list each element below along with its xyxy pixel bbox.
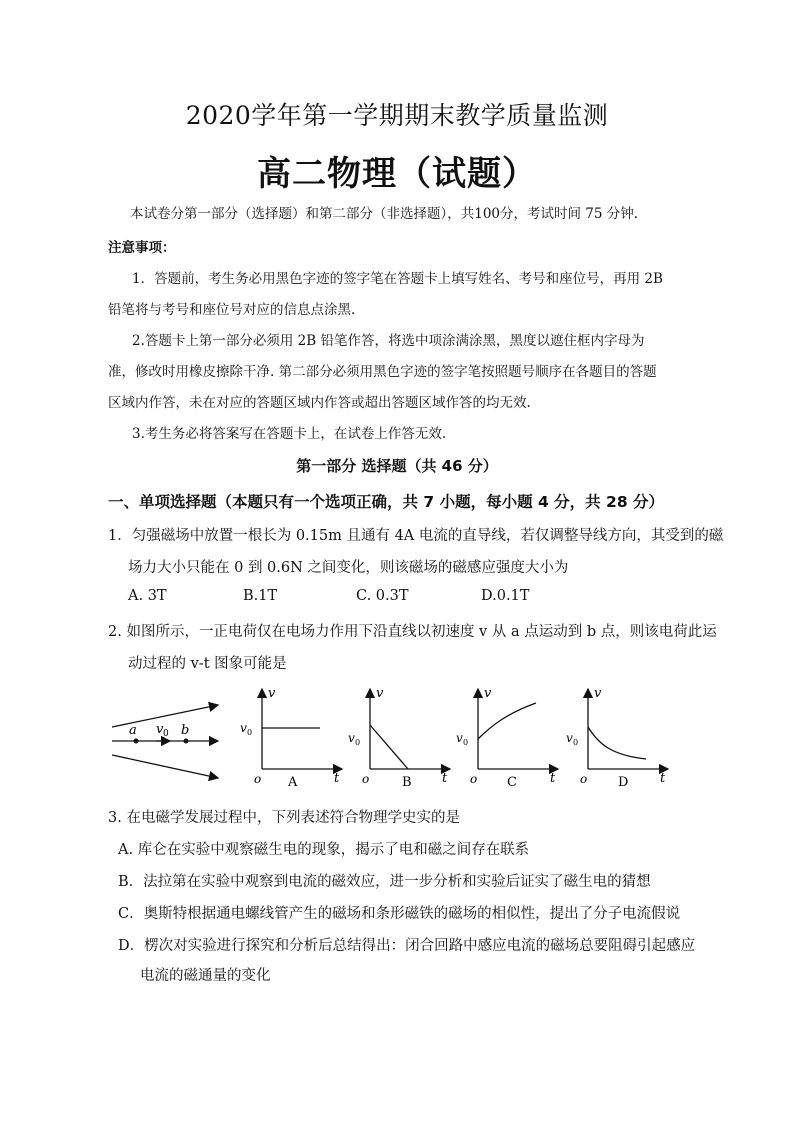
q1-option-c: C. 0.3T [356,588,409,604]
section1-heading: 一、单项选择题（本题只有一个选项正确，共 7 小题，每小题 4 分，共 28 分） [108,493,665,511]
q3-option-d: D．楞次对实验进行探究和分析后总结得出：闭合回路中感应电流的磁场总要阻碍引起感应 [118,938,696,954]
q2-line-1: 2. 如图所示，一正电荷仅在电场力作用下沿直线以初速度 v 从 a 点运动到 b 点，则该电荷此运 [108,624,717,640]
graph-c-v0-label: v [456,731,463,745]
q1-line-2: 场力大小只能在 0 到 0.6N 之间变化，则该磁场的磁感应强度大小为 [128,560,569,576]
graph-b-t-label: t [442,771,448,786]
field-line-bottom [112,755,218,778]
q2-figure [100,685,680,795]
field-lines-diagram [112,705,218,778]
point-a-dot [134,739,139,744]
exam-title: 2020学年第一学期期末教学质量监测 [185,101,609,130]
note-3-line-1: 3.考生务必将答案写在答题卡上，在试卷上作答无效. [132,426,447,442]
graph-c-v0-sub: 0 [463,738,469,747]
graph-d-curve [588,727,646,759]
note-1-line-2: 铅笔将与考号和座位号对应的信息点涂黑. [108,302,356,318]
intro-text: 本试卷分第一部分（选择题）和第二部分（非选择题），共100分，考试时间 75 分钟. [130,206,639,222]
graph-d-caption: D [618,775,629,790]
q1-option-d: D.0.1T [481,588,530,604]
graph-c-v-label: v [484,686,492,701]
graph-d-v0-sub: 0 [573,738,579,747]
graph-d-t-label: t [660,771,666,786]
point-a-label: a [129,723,137,738]
q1-option-a: A. 3T [128,588,167,604]
q3-option-c: C．奥斯特根据通电螺线管产生的磁场和条形磁铁的磁场的相似性，提出了分子电流假说 [118,906,681,922]
graph-b-caption: B [402,775,412,790]
graph-c-t-label: t [550,771,556,786]
graph-b-v0-sub: 0 [355,738,361,747]
graph-b [348,686,450,790]
graph-a-origin: o [254,772,262,786]
graph-a-v0-label: v [240,721,247,735]
graph-a-t-label: t [334,771,340,786]
v0-label: v [156,722,164,737]
notes-heading: 注意事项： [108,240,176,256]
exam-subtitle: 高二物理（试题） [257,154,537,194]
graph-c-curve [478,703,536,739]
graph-a-caption: A [288,775,298,790]
graph-d-v0-label: v [566,731,573,745]
q3-option-a: A. 库仑在实验中观察磁生电的现象，揭示了电和磁之间存在联系 [118,842,530,858]
q1-option-b: B.1T [243,588,278,604]
graph-b-curve [370,725,408,769]
graph-d [566,686,668,790]
graph-b-v-label: v [376,686,384,701]
note-1-line-1: 1．答题前，考生务必用黑色字迹的签字笔在答题卡上填写姓名、考号和座位号，再用 2B [132,271,663,287]
note-2-line-3: 区域内作答，未在对应的答题区域内作答或超出答题区域作答的均无效. [108,395,531,411]
graph-d-origin: o [580,772,588,786]
graph-b-v0-label: v [348,731,355,745]
q3-option-b: B．法拉第在实验中观察到电流的磁效应，进一步分析和实验后证实了磁生电的猜想 [118,874,651,890]
v0-subscript: 0 [163,729,169,739]
note-2-line-1: 2.答题卡上第一部分必须用 2B 铅笔作答，将选中项涂满涂黑，黑度以遮住框内字母为 [132,333,645,349]
q3-stem: 3. 在电磁学发展过程中，下列表述符合物理学史实的是 [108,810,460,826]
graph-d-v-label: v [594,686,602,701]
point-b-label: b [181,723,190,738]
part1-heading: 第一部分 选择题（共 46 分） [296,457,498,475]
graph-c-caption: C [507,775,517,790]
q2-line-2: 动过程的 v-t 图象可能是 [128,656,287,672]
graph-a [240,686,342,790]
point-b-dot [184,739,189,744]
graph-c-origin: o [470,772,478,786]
graph-a-v0-sub: 0 [247,728,253,737]
q1-line-1: 1．匀强磁场中放置一根长为 0.15m 且通有 4A 电流的直导线，若仅调整导线方向，其受到的磁 [108,528,724,544]
graph-b-origin: o [362,772,370,786]
graph-a-v-label: v [268,686,276,701]
note-2-line-2: 准，修改时用橡皮擦除干净. 第二部分必须用黑色字迹的签字笔按照题号顺序在各题目的答题 [108,364,657,380]
graph-c [456,686,558,790]
q3-option-d-continued: 电流的磁通量的变化 [140,968,271,984]
field-line-top [112,705,218,727]
